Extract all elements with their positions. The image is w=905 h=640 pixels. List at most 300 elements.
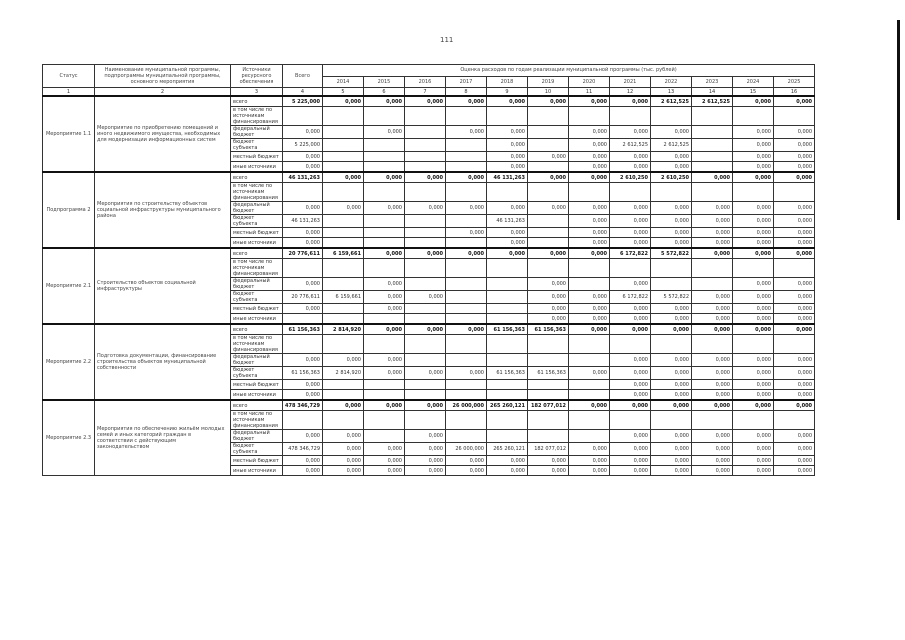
column-number: 2 — [95, 88, 231, 97]
year-cell — [692, 183, 733, 202]
year-cell — [364, 107, 405, 126]
year-cell: 0,000 — [651, 314, 692, 325]
year-cell: 6 172,822 — [610, 291, 651, 304]
year-cell — [323, 278, 364, 291]
total-cell: 0,000 — [283, 238, 323, 249]
year-cell — [733, 335, 774, 354]
total-cell: 5 225,000 — [283, 96, 323, 107]
year-cell — [610, 335, 651, 354]
funding-source: местный бюджет — [231, 456, 283, 466]
header-year: 2016 — [405, 76, 446, 88]
year-cell: 0,000 — [774, 291, 815, 304]
year-cell: 0,000 — [733, 202, 774, 215]
year-cell: 0,000 — [651, 228, 692, 238]
year-cell: 0,000 — [528, 466, 569, 476]
year-cell — [774, 107, 815, 126]
year-cell: 0,000 — [405, 172, 446, 183]
year-cell: 0,000 — [446, 202, 487, 215]
year-cell — [446, 314, 487, 325]
year-cell — [528, 126, 569, 139]
table-row — [43, 96, 815, 107]
year-cell: 0,000 — [323, 443, 364, 456]
total-cell — [283, 259, 323, 278]
year-cell — [446, 215, 487, 228]
year-cell — [405, 126, 446, 139]
total-cell: 46 131,263 — [283, 215, 323, 228]
funding-source: всего — [231, 96, 283, 107]
year-cell — [364, 228, 405, 238]
year-cell — [446, 411, 487, 430]
funding-source: иные источники — [231, 314, 283, 325]
total-cell: 61 156,363 — [283, 324, 323, 335]
year-cell: 0,000 — [733, 456, 774, 466]
year-cell: 0,000 — [692, 443, 733, 456]
year-cell — [733, 411, 774, 430]
year-cell: 0,000 — [774, 248, 815, 259]
year-cell — [364, 238, 405, 249]
year-cell: 0,000 — [610, 162, 651, 173]
year-cell — [692, 259, 733, 278]
year-cell — [323, 162, 364, 173]
year-cell: 2 612,525 — [651, 139, 692, 152]
year-cell — [569, 335, 610, 354]
year-cell — [692, 126, 733, 139]
year-cell — [323, 107, 364, 126]
year-cell: 0,000 — [323, 354, 364, 367]
funding-source: иные источники — [231, 390, 283, 401]
year-cell: 0,000 — [692, 456, 733, 466]
year-cell: 0,000 — [733, 248, 774, 259]
year-cell: 0,000 — [528, 304, 569, 314]
year-cell: 0,000 — [774, 228, 815, 238]
year-cell — [487, 380, 528, 390]
year-cell: 0,000 — [774, 278, 815, 291]
year-cell: 0,000 — [692, 390, 733, 401]
year-cell: 26 000,000 — [446, 400, 487, 411]
year-cell — [487, 259, 528, 278]
year-cell: 0,000 — [733, 443, 774, 456]
year-cell — [364, 314, 405, 325]
year-cell: 0,000 — [487, 96, 528, 107]
funding-source: местный бюджет — [231, 152, 283, 162]
year-cell — [405, 411, 446, 430]
header-year: 2020 — [569, 76, 610, 88]
year-cell: 0,000 — [364, 400, 405, 411]
year-cell: 6 159,661 — [323, 291, 364, 304]
year-cell: 0,000 — [323, 202, 364, 215]
year-cell: 0,000 — [323, 430, 364, 443]
block-status: Мероприятие 2.2 — [43, 324, 95, 400]
total-cell: 0,000 — [283, 162, 323, 173]
total-cell — [283, 335, 323, 354]
header-year: 2022 — [651, 76, 692, 88]
year-cell — [528, 335, 569, 354]
header-status: Статус — [43, 65, 95, 88]
year-cell — [692, 278, 733, 291]
funding-source: федеральный бюджет — [231, 354, 283, 367]
year-cell — [487, 278, 528, 291]
year-cell — [323, 259, 364, 278]
column-number: 12 — [610, 88, 651, 97]
year-cell: 0,000 — [405, 430, 446, 443]
total-cell: 5 225,000 — [283, 139, 323, 152]
year-cell — [528, 162, 569, 173]
year-cell: 0,000 — [569, 152, 610, 162]
column-number: 8 — [446, 88, 487, 97]
year-cell: 0,000 — [487, 139, 528, 152]
year-cell — [651, 259, 692, 278]
year-cell — [405, 314, 446, 325]
funding-source: местный бюджет — [231, 228, 283, 238]
year-cell: 0,000 — [733, 172, 774, 183]
year-cell: 0,000 — [733, 162, 774, 173]
year-cell: 0,000 — [610, 400, 651, 411]
year-cell — [569, 278, 610, 291]
year-cell: 0,000 — [528, 456, 569, 466]
year-cell: 0,000 — [610, 314, 651, 325]
year-cell — [446, 139, 487, 152]
year-cell: 0,000 — [323, 466, 364, 476]
year-cell: 0,000 — [651, 152, 692, 162]
year-cell: 0,000 — [692, 380, 733, 390]
year-cell — [323, 335, 364, 354]
year-cell: 0,000 — [446, 228, 487, 238]
year-cell — [405, 335, 446, 354]
year-cell: 0,000 — [774, 202, 815, 215]
year-cell: 0,000 — [651, 390, 692, 401]
year-cell: 0,000 — [364, 443, 405, 456]
year-cell: 0,000 — [774, 466, 815, 476]
year-cell — [405, 390, 446, 401]
block-status: Мероприятие 2.3 — [43, 400, 95, 476]
year-cell: 0,000 — [610, 278, 651, 291]
year-cell — [323, 411, 364, 430]
funding-source: бюджет субъекта — [231, 291, 283, 304]
budget-table — [42, 64, 815, 476]
year-cell: 0,000 — [692, 354, 733, 367]
year-cell: 0,000 — [733, 96, 774, 107]
year-cell: 0,000 — [651, 162, 692, 173]
year-cell — [446, 380, 487, 390]
year-cell: 2 610,250 — [610, 172, 651, 183]
year-cell: 0,000 — [733, 278, 774, 291]
year-cell: 0,000 — [774, 390, 815, 401]
year-cell: 182 077,012 — [528, 443, 569, 456]
year-cell: 0,000 — [610, 152, 651, 162]
year-cell: 0,000 — [405, 443, 446, 456]
year-cell: 0,000 — [733, 354, 774, 367]
year-cell: 0,000 — [733, 126, 774, 139]
total-cell: 20 776,611 — [283, 248, 323, 259]
funding-source: всего — [231, 248, 283, 259]
year-cell — [364, 411, 405, 430]
year-cell: 0,000 — [733, 304, 774, 314]
header-year: 2015 — [364, 76, 405, 88]
header-year: 2021 — [610, 76, 651, 88]
year-cell: 0,000 — [569, 291, 610, 304]
year-cell — [528, 354, 569, 367]
year-cell: 0,000 — [733, 367, 774, 380]
funding-source: иные источники — [231, 466, 283, 476]
year-cell: 0,000 — [446, 367, 487, 380]
year-cell: 0,000 — [774, 238, 815, 249]
funding-source: в том числе по источникам финансирования — [231, 183, 283, 202]
year-cell — [528, 430, 569, 443]
total-cell — [283, 411, 323, 430]
year-cell: 0,000 — [405, 456, 446, 466]
year-cell: 0,000 — [733, 390, 774, 401]
year-cell: 0,000 — [405, 324, 446, 335]
year-cell — [487, 304, 528, 314]
year-cell: 0,000 — [364, 291, 405, 304]
funding-source: в том числе по источникам финансирования — [231, 107, 283, 126]
year-cell: 0,000 — [610, 380, 651, 390]
year-cell: 0,000 — [569, 126, 610, 139]
year-cell — [364, 152, 405, 162]
year-cell — [487, 430, 528, 443]
scan-edge-bar — [897, 20, 900, 220]
year-cell — [405, 228, 446, 238]
year-cell: 0,000 — [774, 314, 815, 325]
year-cell: 0,000 — [528, 172, 569, 183]
year-cell: 0,000 — [446, 248, 487, 259]
year-cell — [733, 259, 774, 278]
year-cell: 0,000 — [651, 324, 692, 335]
year-cell: 0,000 — [733, 228, 774, 238]
year-cell: 0,000 — [651, 126, 692, 139]
funding-source: в том числе по источникам финансирования — [231, 411, 283, 430]
year-cell: 0,000 — [733, 291, 774, 304]
year-cell: 0,000 — [487, 202, 528, 215]
year-cell: 0,000 — [364, 126, 405, 139]
year-cell: 0,000 — [692, 324, 733, 335]
year-cell — [487, 107, 528, 126]
year-cell — [364, 215, 405, 228]
column-number: 7 — [405, 88, 446, 97]
year-cell — [528, 238, 569, 249]
column-number: 3 — [231, 88, 283, 97]
year-cell — [323, 304, 364, 314]
year-cell — [323, 380, 364, 390]
year-cell: 0,000 — [692, 304, 733, 314]
year-cell — [569, 354, 610, 367]
year-cell: 0,000 — [364, 202, 405, 215]
year-cell — [692, 411, 733, 430]
year-cell: 0,000 — [610, 96, 651, 107]
year-cell: 0,000 — [774, 400, 815, 411]
year-cell — [487, 183, 528, 202]
year-cell: 0,000 — [651, 430, 692, 443]
year-cell: 0,000 — [323, 172, 364, 183]
column-number: 15 — [733, 88, 774, 97]
year-cell: 0,000 — [323, 400, 364, 411]
year-cell: 0,000 — [487, 228, 528, 238]
year-cell — [487, 291, 528, 304]
year-cell — [405, 278, 446, 291]
year-cell: 0,000 — [569, 202, 610, 215]
year-cell — [610, 259, 651, 278]
year-cell: 0,000 — [569, 139, 610, 152]
header-year: 2018 — [487, 76, 528, 88]
year-cell — [569, 380, 610, 390]
year-cell: 0,000 — [610, 228, 651, 238]
year-cell: 0,000 — [487, 248, 528, 259]
year-cell: 0,000 — [651, 400, 692, 411]
year-cell — [364, 380, 405, 390]
year-cell — [569, 259, 610, 278]
total-cell: 0,000 — [283, 152, 323, 162]
year-cell: 0,000 — [774, 96, 815, 107]
year-cell: 6 172,822 — [610, 248, 651, 259]
year-cell — [692, 335, 733, 354]
year-cell: 0,000 — [528, 314, 569, 325]
year-cell: 0,000 — [692, 238, 733, 249]
year-cell: 0,000 — [774, 126, 815, 139]
header-total: Всего — [283, 65, 323, 88]
year-cell — [651, 335, 692, 354]
year-cell — [692, 107, 733, 126]
year-cell: 0,000 — [610, 215, 651, 228]
year-cell: 0,000 — [569, 228, 610, 238]
year-cell: 0,000 — [569, 215, 610, 228]
year-cell: 0,000 — [692, 215, 733, 228]
year-cell — [364, 390, 405, 401]
year-cell — [364, 139, 405, 152]
year-cell — [323, 228, 364, 238]
year-cell — [405, 162, 446, 173]
year-cell — [610, 183, 651, 202]
year-cell: 0,000 — [610, 126, 651, 139]
year-cell: 0,000 — [528, 291, 569, 304]
year-cell — [528, 259, 569, 278]
year-cell: 0,000 — [692, 202, 733, 215]
year-cell: 0,000 — [733, 400, 774, 411]
year-cell — [323, 183, 364, 202]
year-cell — [651, 278, 692, 291]
year-cell — [651, 107, 692, 126]
year-cell — [569, 183, 610, 202]
year-cell: 0,000 — [446, 466, 487, 476]
table-row — [43, 248, 815, 259]
year-cell: 2 814,920 — [323, 367, 364, 380]
column-number: 1 — [43, 88, 95, 97]
header-name: Наименование муниципальной программы, подпрограммы муниципальной программы, основного мероприятия — [95, 65, 231, 88]
year-cell: 2 612,525 — [651, 96, 692, 107]
year-cell — [651, 411, 692, 430]
year-cell — [323, 152, 364, 162]
column-number: 10 — [528, 88, 569, 97]
total-cell: 0,000 — [283, 380, 323, 390]
year-cell: 0,000 — [487, 126, 528, 139]
funding-source: федеральный бюджет — [231, 202, 283, 215]
year-cell: 0,000 — [405, 400, 446, 411]
year-cell: 0,000 — [569, 304, 610, 314]
column-number: 14 — [692, 88, 733, 97]
total-cell: 0,000 — [283, 278, 323, 291]
year-cell — [405, 304, 446, 314]
year-cell: 2 610,250 — [651, 172, 692, 183]
year-cell: 0,000 — [364, 304, 405, 314]
funding-source: федеральный бюджет — [231, 126, 283, 139]
year-cell: 0,000 — [651, 202, 692, 215]
year-cell: 0,000 — [569, 162, 610, 173]
year-cell — [446, 162, 487, 173]
year-cell: 0,000 — [569, 324, 610, 335]
year-cell — [487, 411, 528, 430]
year-cell: 0,000 — [569, 443, 610, 456]
year-cell — [405, 183, 446, 202]
year-cell — [774, 183, 815, 202]
year-cell: 0,000 — [733, 324, 774, 335]
year-cell: 46 131,263 — [487, 215, 528, 228]
year-cell — [569, 107, 610, 126]
year-cell — [569, 390, 610, 401]
year-cell: 0,000 — [651, 443, 692, 456]
year-cell: 0,000 — [610, 466, 651, 476]
year-cell: 61 156,363 — [528, 324, 569, 335]
funding-source: бюджет субъекта — [231, 139, 283, 152]
total-cell: 478 346,729 — [283, 443, 323, 456]
year-cell — [446, 335, 487, 354]
year-cell: 0,000 — [774, 430, 815, 443]
year-cell: 0,000 — [692, 466, 733, 476]
year-cell — [446, 291, 487, 304]
year-cell: 0,000 — [569, 96, 610, 107]
column-number: 5 — [323, 88, 364, 97]
column-number: 6 — [364, 88, 405, 97]
year-cell: 2 814,920 — [323, 324, 364, 335]
year-cell: 0,000 — [528, 278, 569, 291]
year-cell: 0,000 — [774, 304, 815, 314]
year-cell — [610, 411, 651, 430]
year-cell — [569, 411, 610, 430]
year-cell — [446, 238, 487, 249]
year-cell — [446, 183, 487, 202]
year-cell — [774, 335, 815, 354]
year-cell — [323, 390, 364, 401]
year-cell: 0,000 — [733, 466, 774, 476]
year-cell: 0,000 — [610, 390, 651, 401]
funding-source: местный бюджет — [231, 304, 283, 314]
year-cell: 0,000 — [733, 152, 774, 162]
year-cell: 0,000 — [323, 456, 364, 466]
year-cell: 0,000 — [692, 248, 733, 259]
year-cell: 0,000 — [487, 162, 528, 173]
year-cell — [323, 215, 364, 228]
year-cell: 0,000 — [610, 324, 651, 335]
year-cell: 61 156,363 — [487, 324, 528, 335]
year-cell: 0,000 — [610, 456, 651, 466]
year-cell — [364, 259, 405, 278]
year-cell — [528, 215, 569, 228]
year-cell: 0,000 — [651, 367, 692, 380]
year-cell: 0,000 — [774, 215, 815, 228]
year-cell: 0,000 — [446, 96, 487, 107]
year-cell: 0,000 — [651, 466, 692, 476]
year-cell: 0,000 — [692, 430, 733, 443]
year-cell: 0,000 — [446, 456, 487, 466]
year-cell — [528, 139, 569, 152]
year-cell: 0,000 — [774, 443, 815, 456]
total-cell — [283, 183, 323, 202]
year-cell: 0,000 — [610, 354, 651, 367]
header-year-group: Оценка расходов по годам реализации муниципальной программы (тыс. рублей) — [323, 65, 815, 77]
year-cell: 0,000 — [733, 430, 774, 443]
year-cell: 0,000 — [774, 456, 815, 466]
year-cell — [446, 430, 487, 443]
total-cell: 0,000 — [283, 126, 323, 139]
table-body — [43, 96, 815, 476]
